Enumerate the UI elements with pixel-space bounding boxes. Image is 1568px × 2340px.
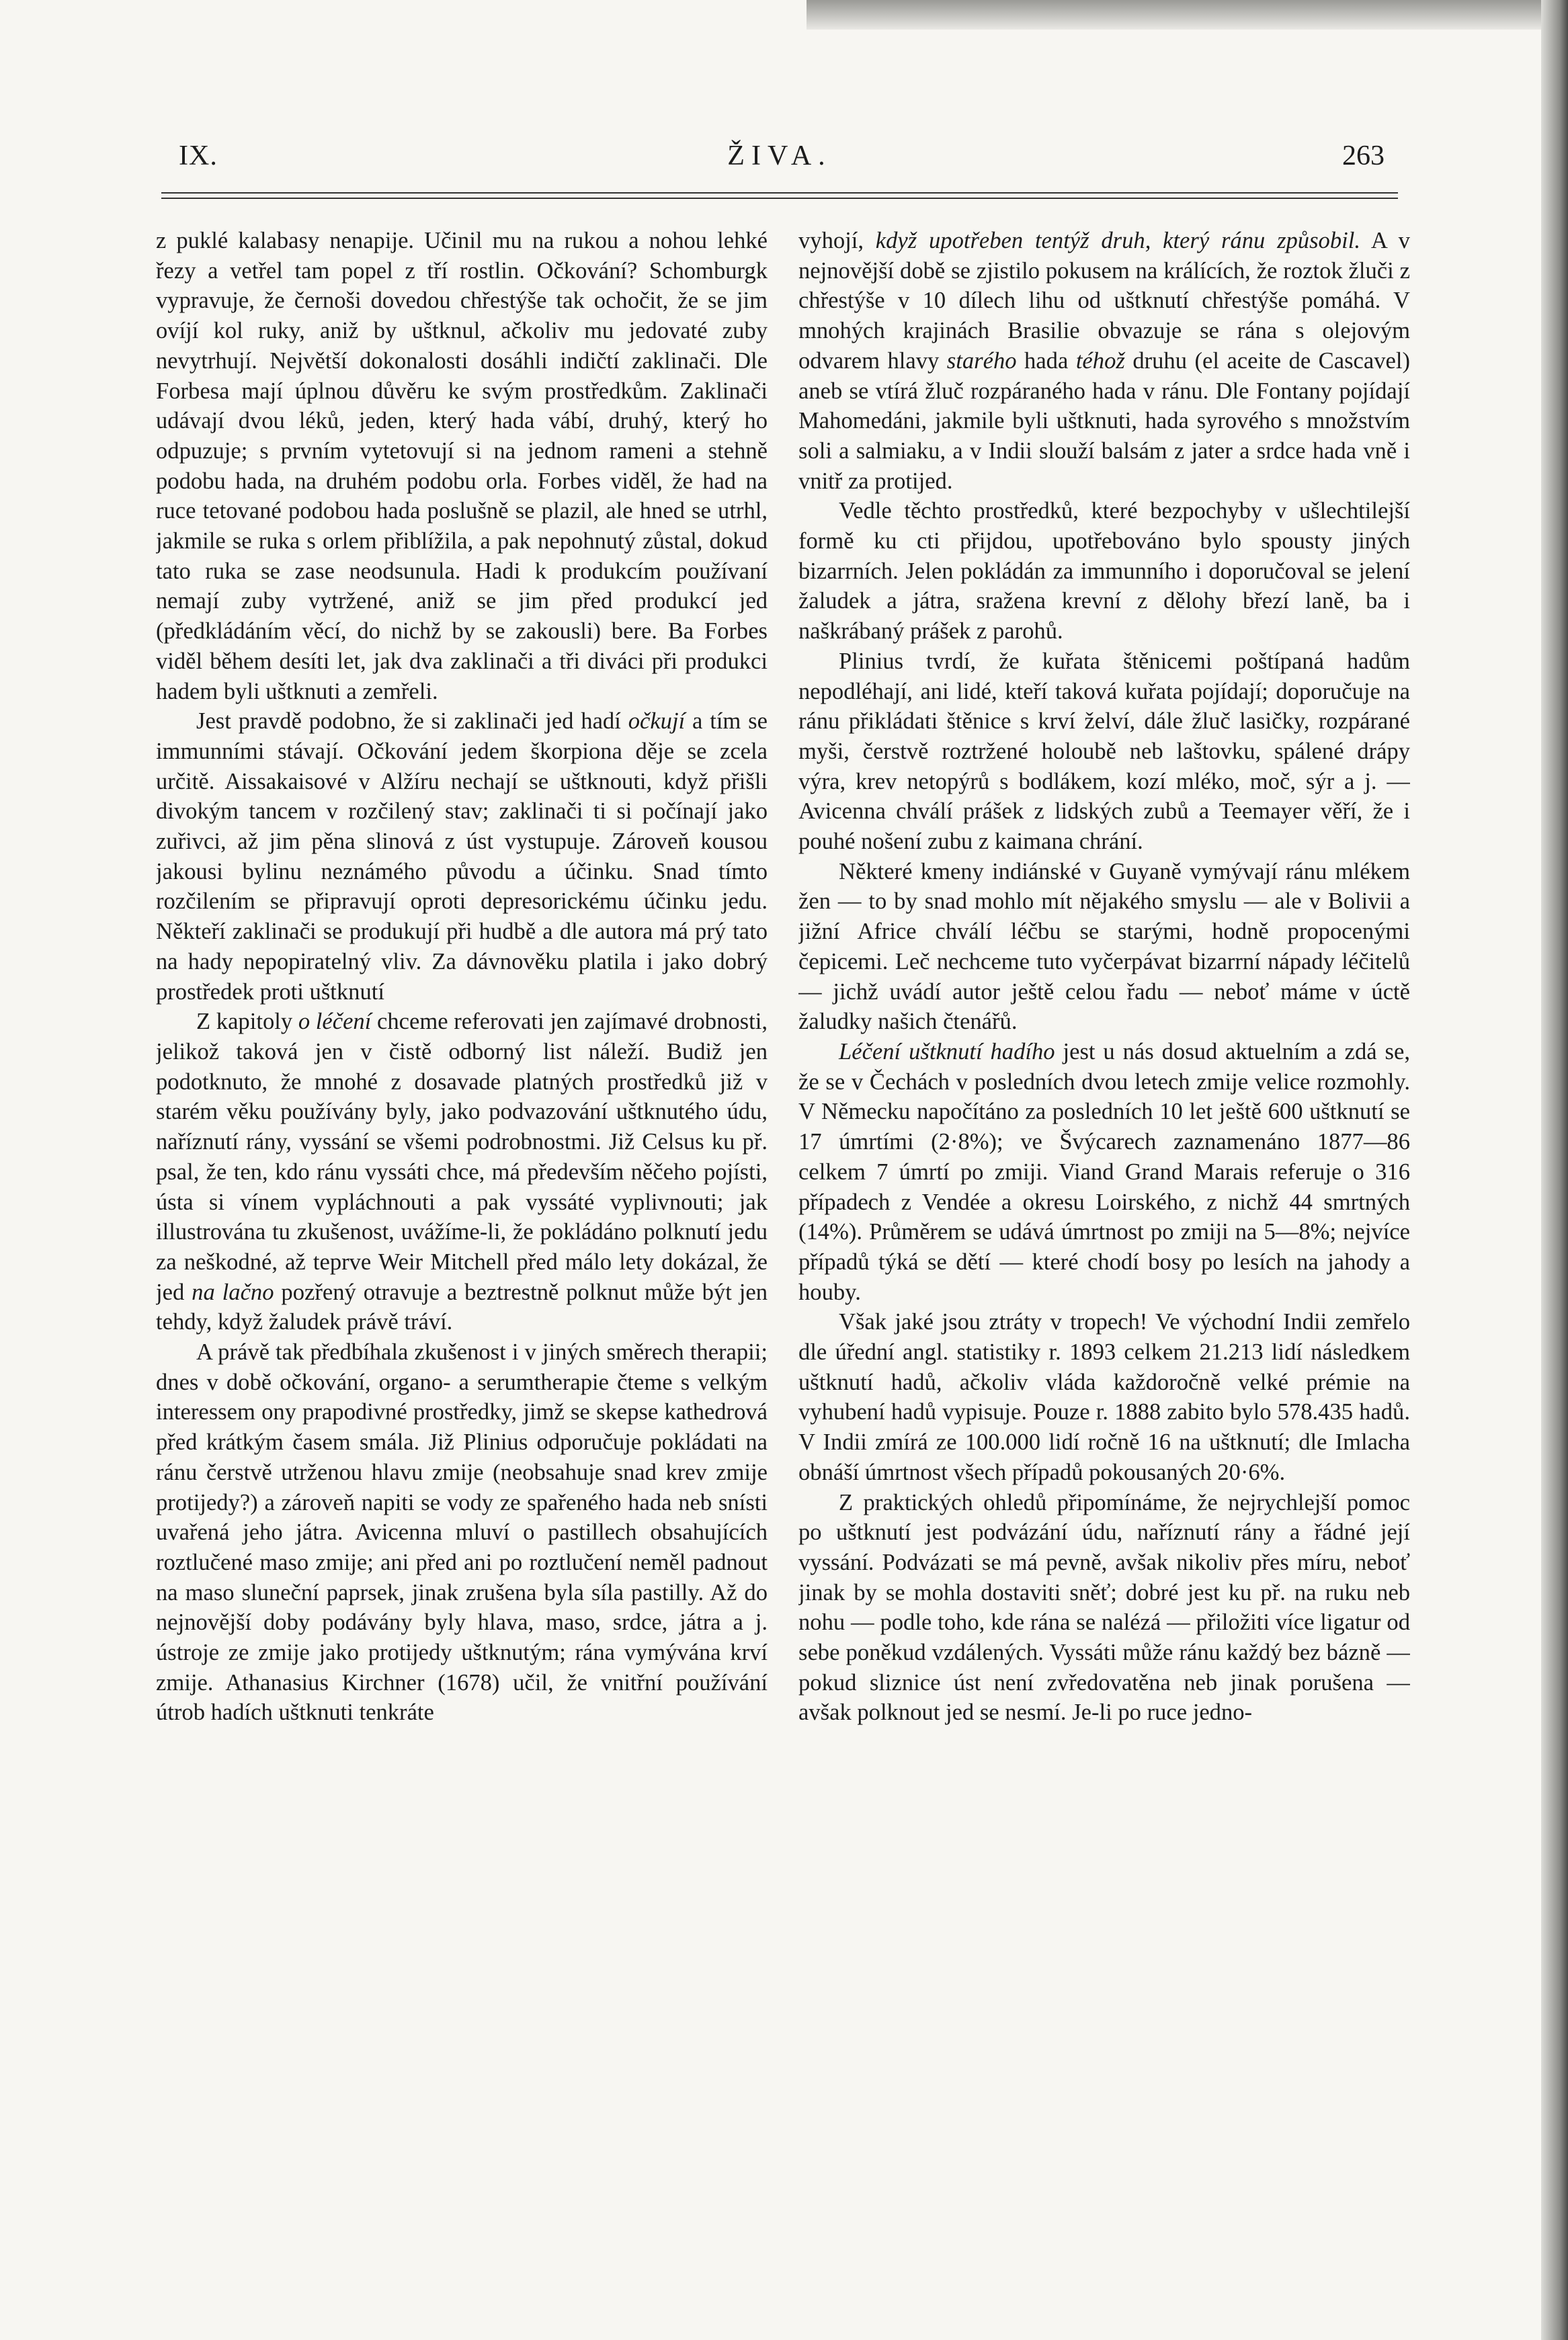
scan-edge-shadow-right: [1541, 0, 1568, 2340]
volume-number: IX.: [179, 140, 218, 171]
emphasis: když upotřeben tentýž druh, který ránu způsobil.: [875, 228, 1360, 253]
running-header: [161, 140, 1398, 187]
page-number: 263: [1342, 140, 1385, 171]
paragraph: z puklé kalabasy nenapije. Učinil mu na rukou a nohou lehké řezy a vetřel tam popel z tří rostlin. Očkování? Schomburgk vypravuje, že černoši dovedou chřestýše tak ochočit, že se jim ovíjí kol ruky, aniž by uštknul, ačkoliv mu jedovaté zuby nevytrhují. Největší dokonalosti dosáhli indičtí zaklinači. Dle Forbesa mají úplnou důvěru ke svým prostředkům. Zaklinači udávají dvou léků, jeden, který hada vábí, druhý, který ho odpuzuje; s prvním vytetovují si na jednom rameni a stehně podobu hada, na druhém podobu orla. Forbes viděl, že had na ruce tetované podobou hada poslušně se plazil, ale hned se utrhl, jakmile se ruka s orlem přiblížila, a pak nepohnutý zůstal, dokud tato ruka se zase neodsunula. Hadi k produkcím používaní nemají zuby vytržené, aniž se jim před produkcí jed (předkládáním věcí, do nichž by se zakousli) bere. Ba Forbes viděl během desíti let, jak dva zaklinači a tři diváci při produkci hadem byli uštknuti a zemřeli.: [156, 228, 768, 704]
paragraph: Z kapitoly o léčení chceme referovati jen zajímavé drobnosti, jelikož taková jen v čistě odborný list náleží. Budiž jen podotknuto, že mnohé z dosavade platných prostředků již v starém věku používány byly, jako podvazování uštknutého údu, naříznutí rány, vyssání se všemi podrobnostmi. Již Celsus ku př. psal, že ten, kdo ránu vyssáti chce, má především něčeho pojísti, ústa si vínem vypláchnouti a pak vyssáté vyplivnouti; jak illustrována tu zkušenost, uvážíme-li, že pokládáno polknutí jedu za neškodné, až teprve Weir Mitchell před málo lety dokázal, že jed na lačno pozřený otravuje a beztrestně polknut může být jen tehdy, když žaludek právě tráví.: [156, 1009, 768, 1335]
paragraph: Některé kmeny indiánské v Guyaně vymývají ránu mlékem žen — to by snad mohlo mít nějakého smyslu — ale v Bolivii a jižní Africe chválí léčbu se starými, hodně propocenými čepicemi. Leč nechceme tuto vyčerpávat bizarrní nápady léčitelů — jichž uvádí autor ještě celou řadu — neboť máme v úctě žaludky našich čtenářů.: [798, 858, 1410, 1035]
paragraph: Však jaké jsou ztráty v tropech! Ve východní Indii zemřelo dle úřední angl. statistiky r. 1893 celkem 21.213 lidí následkem uštknutí hadů, ačkoliv vláda každoročně velké prémie na vyhubení hadů vypisuje. Pouze r. 1888 zabito bylo 578.435 hadů. V Indii zmírá ze 100.000 lidí ročně 16 na uštknutí; dle Imlacha obnáší úmrtnost všech případů pokousaných 20·6%.: [798, 1309, 1410, 1485]
emphasis: téhož: [1075, 347, 1125, 374]
emphasis: na lačno: [192, 1279, 274, 1305]
header-double-rule: [161, 192, 1398, 199]
paragraph: vyhojí, když upotřeben tentýž druh, který ránu způsobil. A v nejnovější době se zjistilo pokusem na králících, že roztok žluči z chřestýše v 10 dílech lihu od uštknutí chřestýše pomáhá. V mnohých krajinách Brasilie obvazuje se rána s olejovým odvarem hlavy starého hada téhož druhu (el aceite de Cascavel) aneb se vtírá žluč rozpáraného hada v ránu. Dle Fontany pojídají Mahomedáni, jakmile byli uštknuti, hada syrového s množstvím soli a salmiaku, a v Indii slouží balsám z jater a srdce hada vně i vnitř za protijed.: [798, 228, 1410, 494]
paragraph: Z praktických ohledů připomínáme, že nejrychlejší pomoc po uštknutí jest podvázání údu, naříznutí rány a řádné její vyssání. Podvázati se má pevně, avšak nikoliv přes míru, neboť jinak by se mohla dostaviti sněť; dobré jest ku př. na ruku neb nohu — podle toho, kde rána se nalézá — přiložiti více ligatur od sebe poněkud vzdálených. Vyssáti může ránu každý bez bázně — pokud sliznice úst není zvředovatěna neb jinak porušena — avšak polknout jed se nesmí. Je-li po ruce jedno-: [798, 1489, 1410, 1726]
paragraph: A právě tak předbíhala zkušenost i v jiných směrech therapii; dnes v době očkování, organo- a serumtherapie čteme s velkým interessem ony prapodivné prostředky, jimž se skepse kathedrová před krátkým časem smála. Již Plinius odporučuje pokládati na ránu čerstvě utrženou hlavu zmije (neobsahuje snad krev zmije protijedy?) a zároveň napiti se vody ze spařeného hada neb snísti uvařená jeho játra. Avicenna mluví o pastillech obsahujících roztlučené maso zmije; ani před ani po roztlučení neměl padnout na maso sluneční paprsek, jinak zrušena byla síla pastilly. Až do nejnovější doby podávány byly hlava, maso, srdce, játra a j. ústroje ze zmije jako protijedy uštknutým; rána vymývána krví zmije. Athanasius Kirchner (1678) učil, že vnitřní používání útrob hadích uštknuti tenkráte: [156, 1339, 768, 1726]
emphasis: starého: [946, 347, 1017, 374]
paragraph: Jest pravdě podobno, že si zaklinači jed hadí očkují a tím se immunními stávají. Očkování jedem škorpiona děje se zcela určitě. Aissakaisové v Alžíru nechají se uštknouti, když přišli divokým tancem v rozčilený stav; zaklinači ti si počínají jako zuřivci, až jim pěna slinová z úst vystupuje. Zároveň kousou jakousi bylinu neznámého původu a účinku. Snad tímto rozčilením se připravují oproti depresorickému účinku jedu. Někteří zaklinači se produkují při hudbě a dle autora má prý tato na hady nepopiratelný vliv. Za dávnověku platila i jako dobrý prostředek proti uštknutí: [156, 708, 768, 1005]
emphasis: o léčení: [298, 1009, 372, 1035]
right-column: [798, 226, 1410, 2148]
paragraph: Plinius tvrdí, že kuřata štěnicemi poštípaná hadům nepodléhají, ani lidé, kteří taková kuřata pojídají; doporučuje na ránu přikládati štěnice s krví želví, dále žluč lasičky, rozpárané myši, čerstvě roztržené holoubě neb laštovku, spálené drápy výra, krev netopýrů s bodlákem, kozí mléko, moč, sýr a j. — Avicenna chválí prášek z lidských zubů a Teemayer věří, že i pouhé nošení zubu z kaimana chrání.: [798, 648, 1410, 855]
paragraph: Léčení uštknutí hadího jest u nás dosud aktuelním a zdá se, že se v Čechách v posledních dvou letech zmije velice rozmohly. V Německu napočítáno za posledních 10 let ještě 600 uštknutí se 17 úmrtími (2·8%); ve Švýcarech zaznamenáno 1877—86 celkem 7 úmrtí po zmiji. Viand Grand Marais referuje o 316 případech z Vendée a okresu Loirského, z nichž 44 smrtných (14%). Průměrem se udává úmrtnost po zmiji na 5—8%; nejvíce případů týká se dětí — které chodí bosy po lesích na jahody a houby.: [798, 1038, 1410, 1305]
scan-edge-shadow-top: [807, 0, 1568, 30]
journal-title: ŽIVA.: [727, 140, 832, 171]
left-column: [156, 226, 768, 2148]
paragraph: Vedle těchto prostředků, které bezpochyby v ušlechtilejší formě ku cti přijdou, upotřebováno bylo spousty jiných bizarrních. Jelen pokládán za immunního i doporučoval se jelení žaludek a játra, sražena krevní z dělohy březí laně, ba i naškrábaný prášek z parohů.: [798, 498, 1410, 644]
emphasis: Léčení uštknutí hadího: [839, 1038, 1055, 1064]
emphasis: očkují: [628, 708, 686, 735]
